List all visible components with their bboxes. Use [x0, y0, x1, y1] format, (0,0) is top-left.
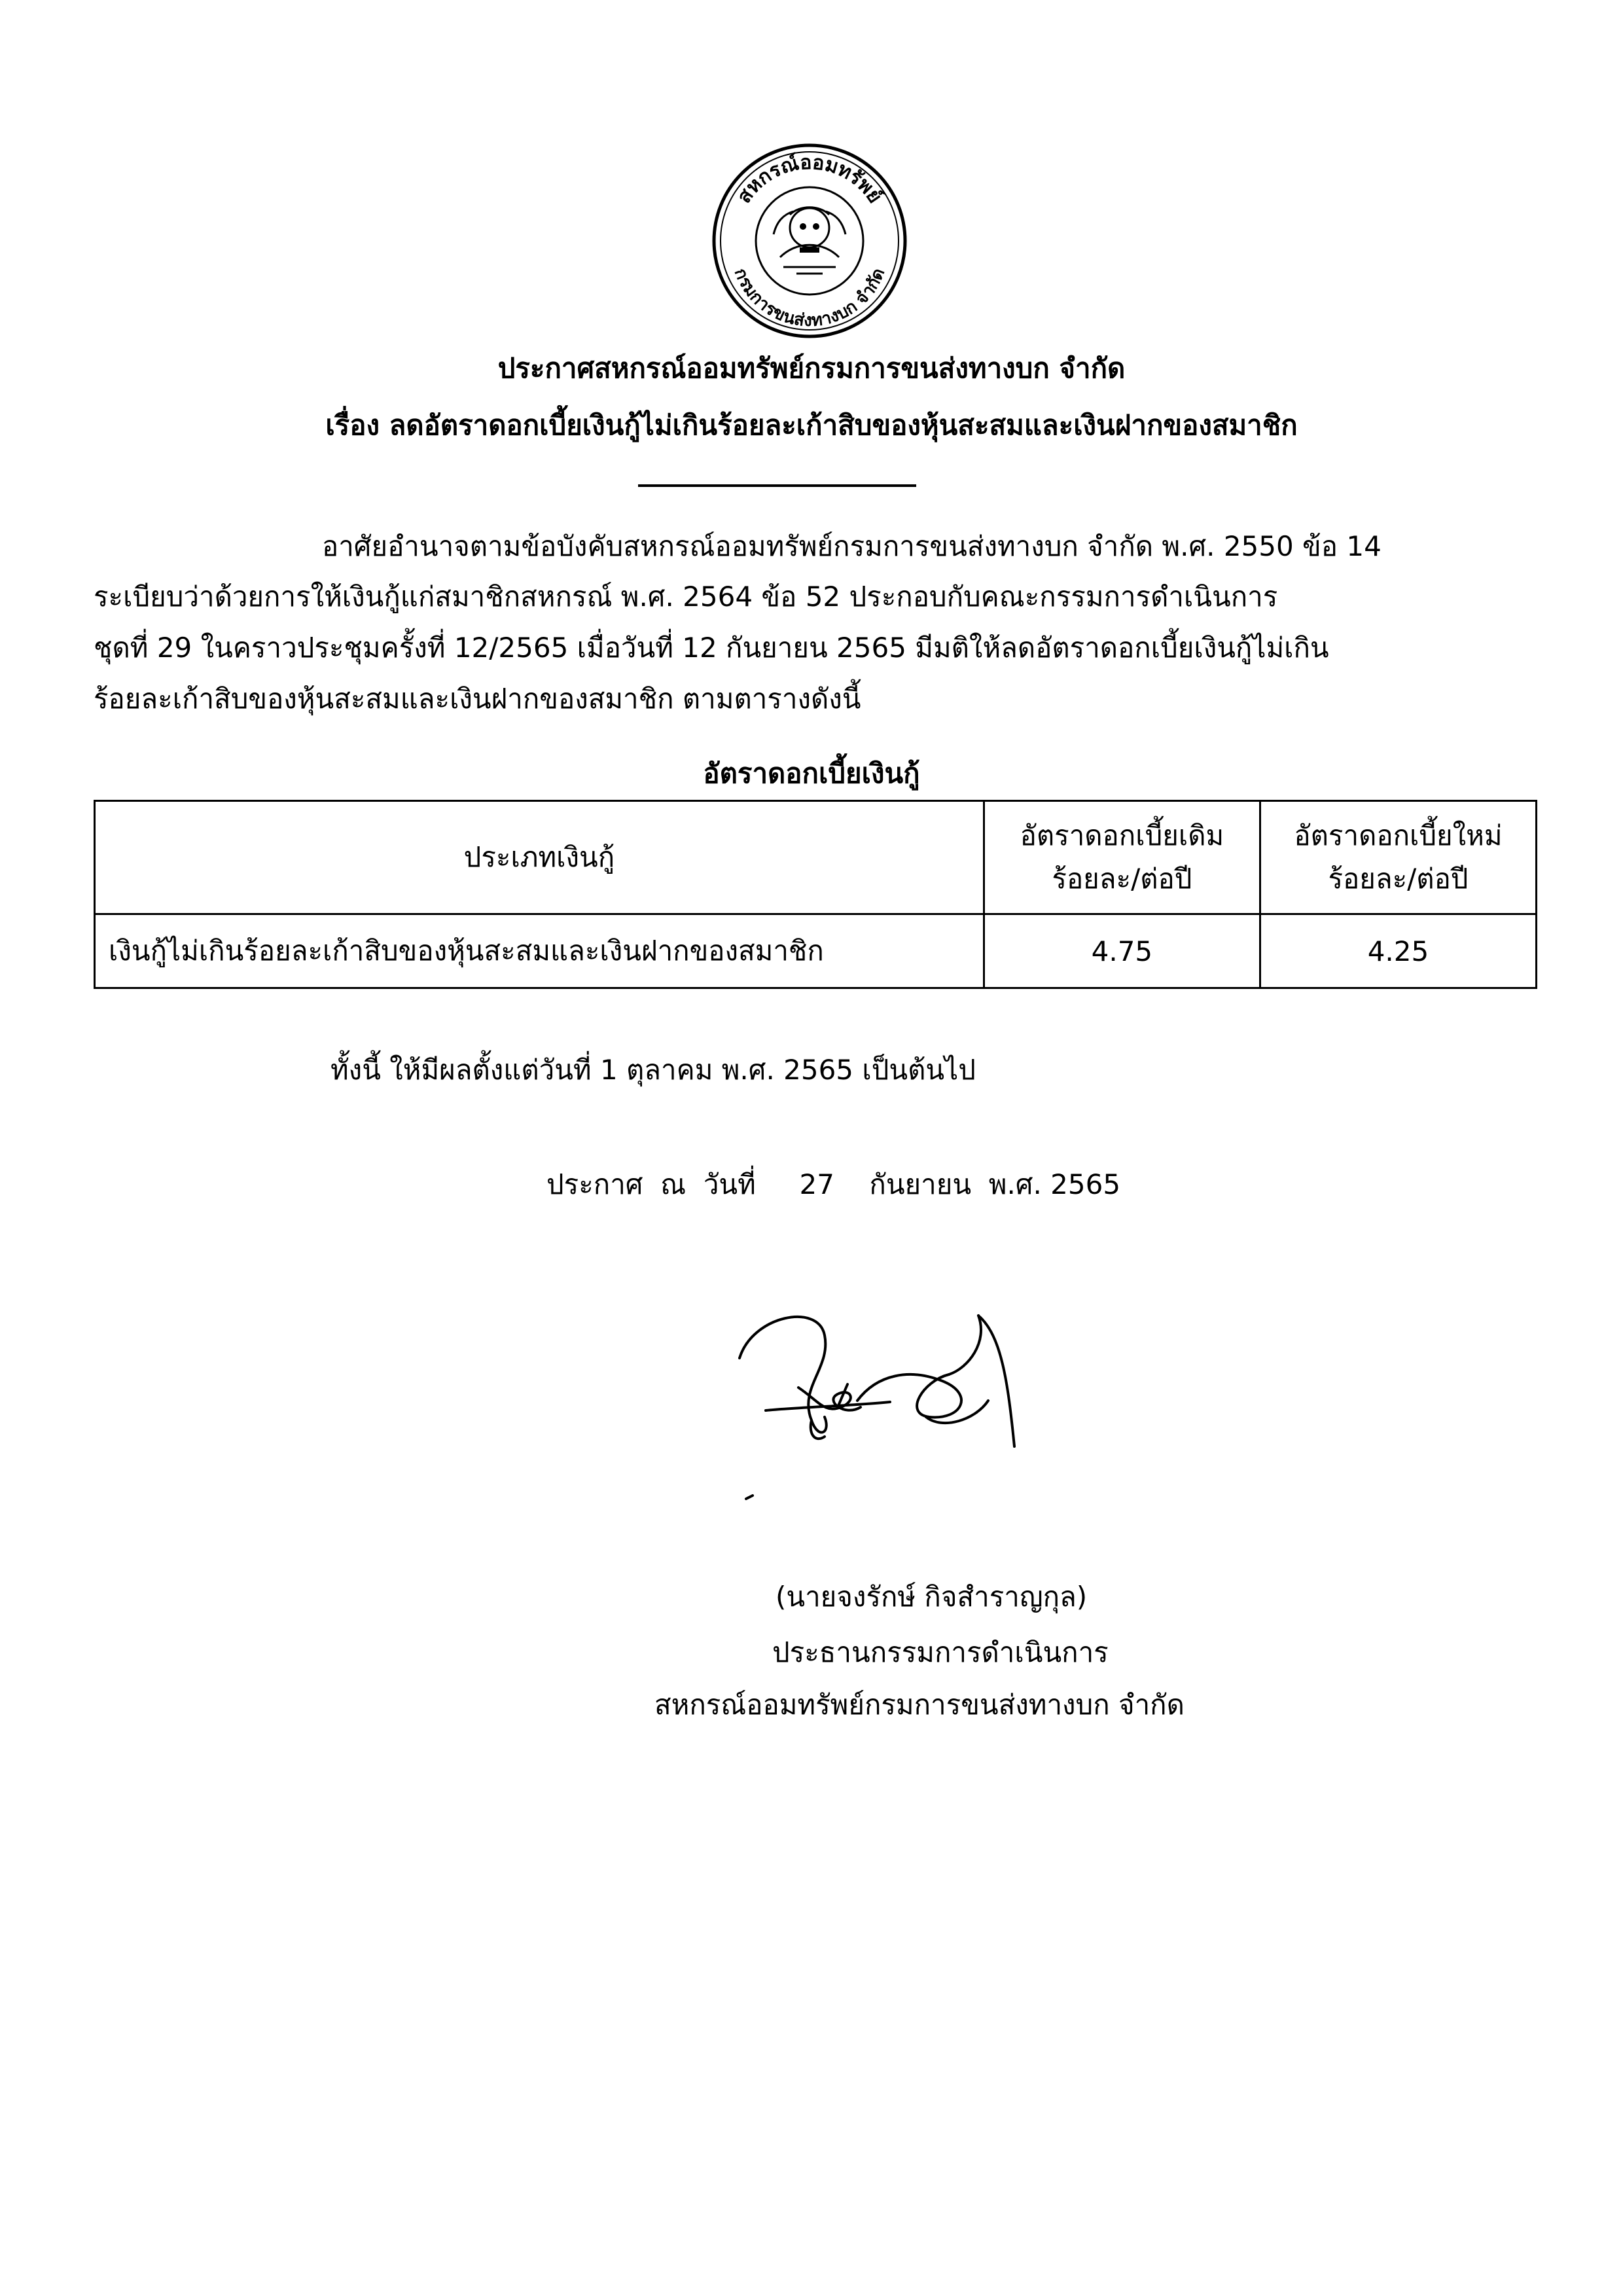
- header-new-rate: [1260, 801, 1536, 914]
- cell-loan-type: เงินกู้ไม่เกินร้อยละเก้าสิบของหุ้นสะสมและเงินฝากของสมาชิก: [95, 914, 984, 988]
- body-line-1: อาศัยอำนาจตามข้อบังคับสหกรณ์ออมทรัพย์กรมการขนส่งทางบก จำกัด พ.ศ. 2550 ข้อ 14: [322, 530, 1382, 562]
- header-old-rate: [984, 801, 1260, 914]
- interest-rate-table: [94, 800, 1537, 989]
- header-new-rate-line2: ร้อยละ/ต่อปี: [1328, 863, 1469, 895]
- body-line-4: ร้อยละเก้าสิบของหุ้นสะสมและเงินฝากของสมาชิก ตามตารางดังนี้: [94, 683, 861, 715]
- title-underline: [638, 484, 916, 487]
- effective-date-text: ทั้งนี้ ให้มีผลตั้งแต่วันที่ 1 ตุลาคม พ.ศ. 2565 เป็นต้นไป: [330, 1054, 976, 1086]
- document-title: ประกาศสหกรณ์ออมทรัพย์กรมการขนส่งทางบก จำกัด: [497, 352, 1126, 384]
- handwritten-signature: [726, 1302, 1093, 1505]
- header-old-rate-line2: ร้อยละ/ต่อปี: [1052, 863, 1192, 895]
- header-loan-type: ประเภทเงินกู้: [95, 801, 984, 914]
- header-new-rate-line1: อัตราดอกเบี้ยใหม่: [1294, 819, 1503, 852]
- signatory-name: (นายจงรักษ์ กิจสำราญกุล): [776, 1581, 1088, 1613]
- svg-text:สหกรณ์ออมทรัพย์: [732, 151, 886, 207]
- cell-new-rate: 4.25: [1260, 914, 1536, 988]
- announcement-date-text: ประกาศ ณ วันที่ 27 กันยายน พ.ศ. 2565: [546, 1168, 1121, 1200]
- seal-text-bottom: กรมการขนส่งทางบก จำกัด: [730, 265, 889, 331]
- header-old-rate-line1: อัตราดอกเบี้ยเดิม: [1020, 819, 1224, 852]
- body-line-3: ชุดที่ 29 ในคราวประชุมครั้งที่ 12/2565 เมื่อวันที่ 12 กันยายน 2565 มีมติให้ลดอัตราดอกเบี้ยเงินกู้ไม่เกิน: [94, 632, 1329, 664]
- signatory-position: ประธานกรรมการดำเนินการ: [772, 1636, 1109, 1668]
- signatory-organization: สหกรณ์ออมทรัพย์กรมการขนส่งทางบก จำกัด: [654, 1689, 1185, 1721]
- seal-text-top: สหกรณ์ออมทรัพย์: [732, 151, 887, 208]
- document-subject: เรื่อง ลดอัตราดอกเบี้ยเงินกู้ไม่เกินร้อยละเก้าสิบของหุ้นสะสมและเงินฝากของสมาชิก: [325, 409, 1298, 441]
- table-caption: อัตราดอกเบี้ยเงินกู้: [703, 757, 920, 789]
- svg-text:กรมการขนส่งทางบก จำกัด: [730, 266, 889, 331]
- table-row: [95, 914, 1537, 988]
- body-line-2: ระเบียบว่าด้วยการให้เงินกู้แก่สมาชิกสหกรณ์ พ.ศ. 2564 ข้อ 52 ประกอบกับคณะกรรมการดำเนินการ: [94, 581, 1278, 613]
- cooperative-seal-logo: [711, 143, 908, 339]
- cell-old-rate: 4.75: [984, 914, 1260, 988]
- table-header-row: [95, 801, 1537, 914]
